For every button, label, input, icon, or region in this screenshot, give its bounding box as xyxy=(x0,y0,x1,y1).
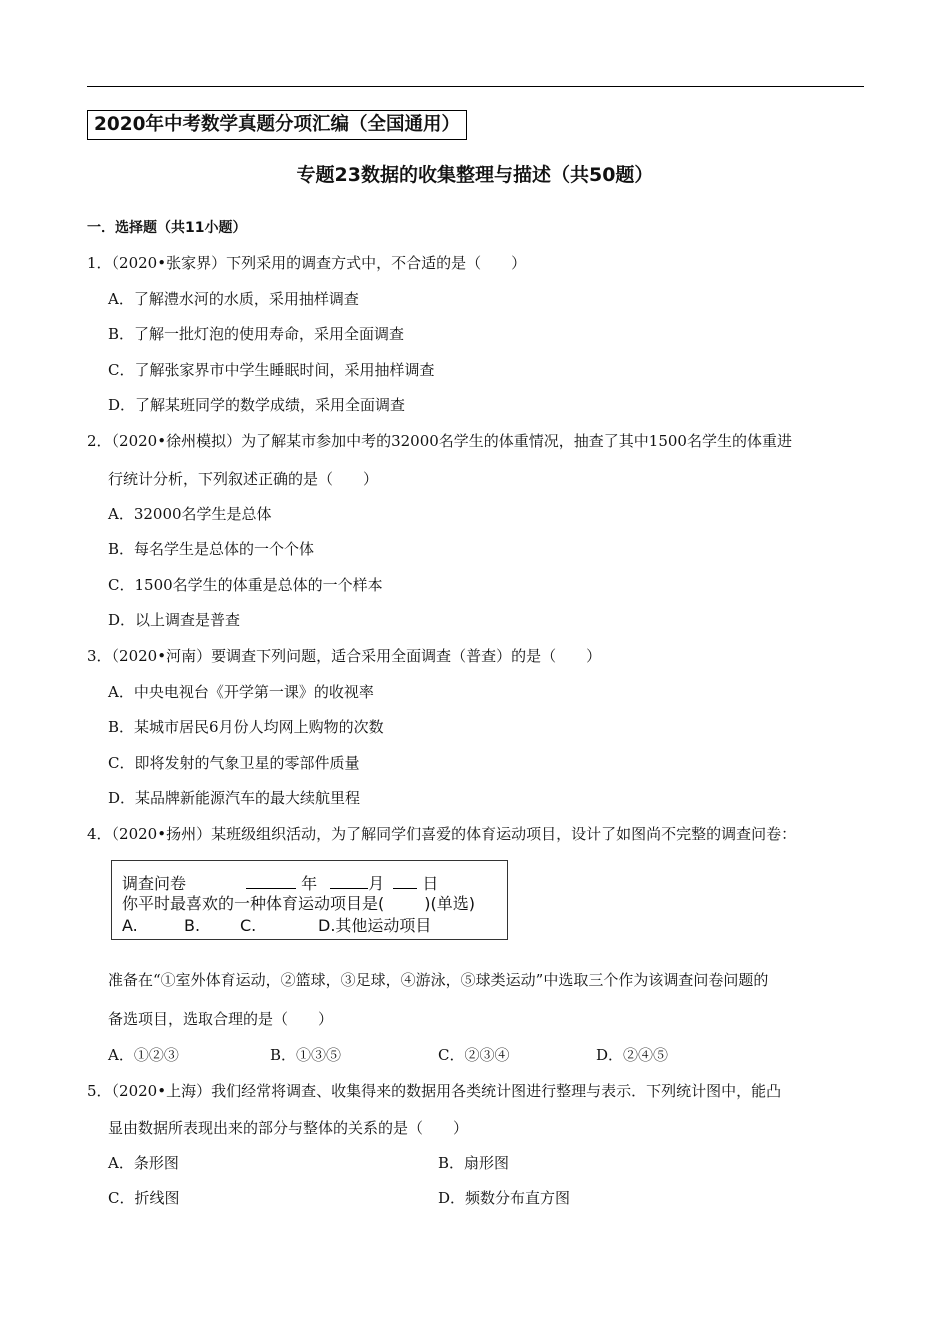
section-heading: 一．选择题（共11小题） xyxy=(87,220,247,236)
q1-option-a: A．了解澧水河的水质，采用抽样调查 xyxy=(108,290,359,308)
survey-options xyxy=(122,916,431,936)
survey-line-2 xyxy=(122,894,475,914)
survey-day-label: 日 xyxy=(422,874,439,893)
series-title: 2020年中考数学真题分项汇编（全国通用） xyxy=(87,110,467,140)
q4-option-d: D．②④⑤ xyxy=(596,1046,669,1064)
q3-option-d: D．某品牌新能源汽车的最大续航里程 xyxy=(108,789,361,807)
survey-month-blank xyxy=(330,872,368,889)
survey-questionnaire-figure xyxy=(111,860,508,940)
survey-month-label: 月 xyxy=(368,874,385,893)
survey-question-end: )(单选) xyxy=(424,894,475,913)
question-4-continued-2: 备选项目，选取合理的是（ ） xyxy=(108,1010,334,1028)
question-2: 2．（2020•徐州模拟）为了解某市参加中考的32000名学生的体重情况，抽查了其中1500名学生的体重进 xyxy=(87,432,792,450)
survey-year-blank xyxy=(246,872,296,889)
q4-option-c: C．②③④ xyxy=(438,1046,510,1064)
q1-option-b: B．了解一批灯泡的使用寿命，采用全面调查 xyxy=(108,325,405,343)
question-4: 4．（2020•扬州）某班级组织活动，为了解同学们喜爱的体育运动项目，设计了如图尚不完整的调查问卷： xyxy=(87,825,797,843)
survey-option-d: D.其他运动项目 xyxy=(318,916,432,935)
survey-option-a: A. xyxy=(122,916,138,935)
q2-option-b: B．每名学生是总体的一个个体 xyxy=(108,540,315,558)
q5-option-d: D．频数分布直方图 xyxy=(438,1189,571,1207)
document-title: 专题23数据的收集整理与描述（共50题） xyxy=(296,164,654,186)
question-2-continued: 行统计分析，下列叙述正确的是（ ） xyxy=(108,470,379,488)
survey-year-label: 年 xyxy=(301,874,318,893)
q4-option-a: A．①②③ xyxy=(108,1046,179,1064)
survey-question: 你平时最喜欢的一种体育运动项目是( xyxy=(122,894,385,913)
question-5: 5．（2020•上海）我们经常将调查、收集得来的数据用各类统计图进行整理与表示．下列统计图中，能凸 xyxy=(87,1082,782,1100)
q3-option-b: B．某城市居民6月份人均网上购物的次数 xyxy=(108,718,384,736)
survey-option-c: C. xyxy=(240,916,257,935)
q3-option-c: C．即将发射的气象卫星的零部件质量 xyxy=(108,754,360,772)
q5-option-c: C．折线图 xyxy=(108,1189,180,1207)
question-1: 1．（2020•张家界）下列采用的调查方式中，不合适的是（ ） xyxy=(87,254,527,272)
question-4-continued-1: 准备在“①室外体育运动，②篮球，③足球，④游泳，⑤球类运动”中选取三个作为该调查问卷问题的 xyxy=(108,971,769,989)
q3-option-a: A．中央电视台《开学第一课》的收视率 xyxy=(108,683,374,701)
q2-option-d: D．以上调查是普查 xyxy=(108,611,241,629)
q2-option-c: C．1500名学生的体重是总体的一个样本 xyxy=(108,576,383,594)
q1-option-d: D．了解某班同学的数学成绩，采用全面调查 xyxy=(108,396,406,414)
question-3: 3．（2020•河南）要调查下列问题，适合采用全面调查（普查）的是（ ） xyxy=(87,647,602,665)
survey-title: 调查问卷 xyxy=(122,874,187,893)
q5-option-a: A．条形图 xyxy=(108,1154,179,1172)
q5-option-b: B．扇形图 xyxy=(438,1154,510,1172)
q1-option-c: C．了解张家界市中学生睡眠时间，采用抽样调查 xyxy=(108,361,435,379)
survey-option-b: B. xyxy=(184,916,201,935)
q4-option-b: B．①③⑤ xyxy=(270,1046,342,1064)
survey-line-1 xyxy=(122,872,438,894)
q2-option-a: A．32000名学生是总体 xyxy=(108,505,272,523)
header-rule xyxy=(87,86,864,87)
question-5-continued: 显由数据所表现出来的部分与整体的关系的是（ ） xyxy=(108,1119,469,1137)
survey-day-blank xyxy=(393,872,417,889)
